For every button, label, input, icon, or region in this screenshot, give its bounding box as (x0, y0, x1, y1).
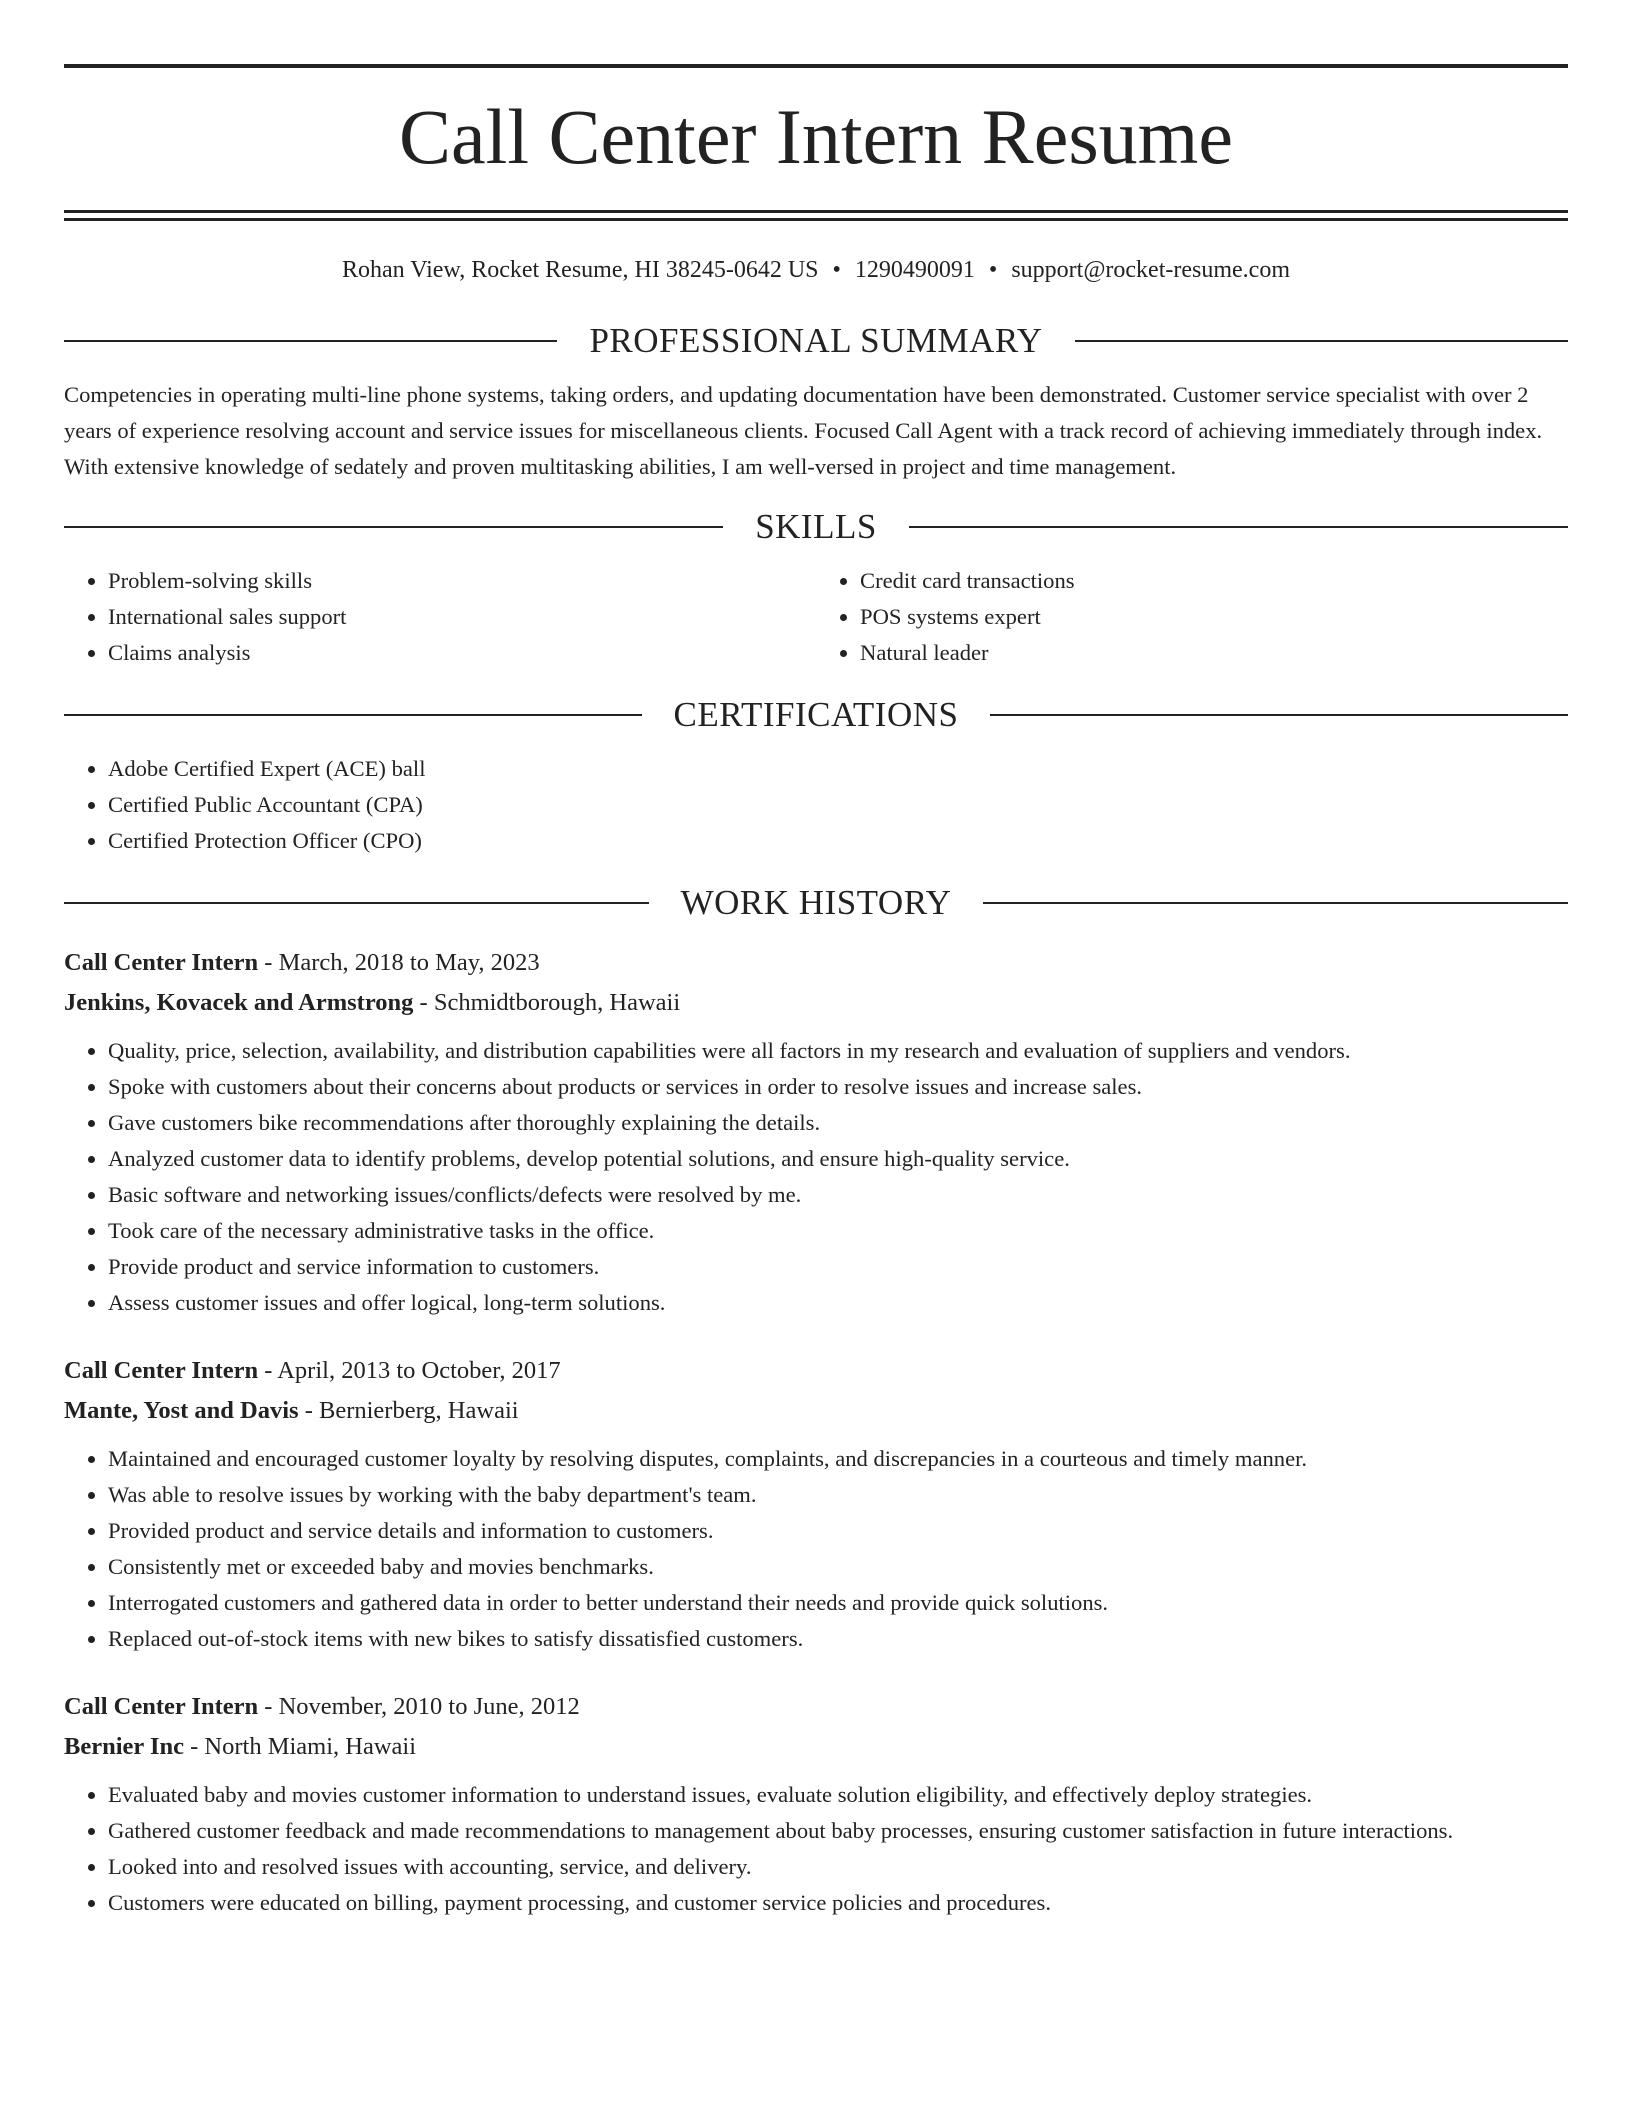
section-header-work-history (64, 883, 1568, 923)
job-duty: • Maintained and encouraged customer loyalty by resolving disputes, complaints, and discrepancies in a courteous and timely manner. (108, 1441, 1568, 1477)
job-location: - North Miami, Hawaii (184, 1733, 417, 1760)
job-company: Bernier Inc (64, 1733, 184, 1760)
skill-item: • Problem-solving skills (108, 563, 816, 599)
contact-separator: • (832, 257, 841, 283)
top-rule (64, 64, 1568, 68)
job-duty: • Consistently met or exceeded baby and movies benchmarks. (108, 1549, 1568, 1585)
job-company-line (64, 983, 1568, 1023)
section-title-work-history: WORK HISTORY (680, 883, 952, 922)
contact-separator: • (988, 257, 998, 283)
section-rule-left (64, 526, 723, 528)
skill-item: • Claims analysis (108, 635, 816, 671)
job-location: - Bernierberg, Hawaii (298, 1397, 519, 1424)
contact-line (64, 255, 1568, 285)
skill-item: • International sales support (108, 599, 816, 635)
job-company: Mante, Yost and Davis (64, 1397, 299, 1424)
job-duties-list (64, 1033, 1568, 1321)
job-title: Call Center Intern (64, 1693, 259, 1720)
job-duty: • Took care of the necessary administrative tasks in the office. (108, 1213, 1568, 1249)
page-title: Call Center Intern Resume (399, 93, 1233, 180)
job-duty: • Was able to resolve issues by working with the baby department's team. (108, 1477, 1568, 1513)
section-rule-left (64, 714, 642, 716)
contact-phone: 1290490091 (854, 257, 975, 283)
job-dates: - November, 2010 to June, 2012 (258, 1693, 580, 1720)
job-duty: • Looked into and resolved issues with accounting, service, and delivery. (108, 1849, 1568, 1885)
job-dates: - April, 2013 to October, 2017 (258, 1357, 561, 1384)
section-header-certifications (64, 695, 1568, 735)
certifications-list (64, 751, 1568, 859)
section-header-skills (64, 507, 1568, 547)
section-title-certifications: CERTIFICATIONS (673, 695, 959, 734)
resume-page (64, 64, 1568, 1921)
job-title-line (64, 1687, 1568, 1727)
skill-item: • POS systems expert (860, 599, 1568, 635)
job-title: Call Center Intern (64, 949, 259, 976)
contact-email: support@rocket-resume.com (1011, 257, 1290, 283)
job-duty: • Interrogated customers and gathered data in order to better understand their needs and provide quick solutions. (108, 1585, 1568, 1621)
job-duty: • Provided product and service details and information to customers. (108, 1513, 1568, 1549)
certification-item: • Adobe Certified Expert (ACE) ball (108, 751, 1568, 787)
summary-paragraph: Competencies in operating multi-line phone systems, taking orders, and updating documentation have been demonstrated. Customer service specialist with over 2 years of experience resolving account and service issues for miscellaneous clients. Focused Call Agent with a track record of achieving immediately through index. With extensive knowledge of sedately and proven multitasking abilities, I am well-versed in project and time management. (64, 382, 1543, 479)
job-duty: • Spoke with customers about their concerns about products or services in order to resolve issues and increase sales. (108, 1069, 1568, 1105)
job-duty: • Replaced out-of-stock items with new bikes to satisfy dissatisfied customers. (108, 1621, 1568, 1657)
contact-address: Rohan View, Rocket Resume, HI 38245-0642 US (341, 257, 819, 283)
job-location: - Schmidtborough, Hawaii (413, 989, 681, 1016)
job-title-line (64, 1351, 1568, 1391)
skills-grid (64, 547, 1568, 671)
job-duty: • Analyzed customer data to identify problems, develop potential solutions, and ensure high-quality service. (108, 1141, 1568, 1177)
title-double-rule (64, 210, 1568, 221)
job-duty: • Gathered customer feedback and made recommendations to management about baby processes, ensuring customer satisfaction in future interactions. (108, 1813, 1568, 1849)
skill-item: • Credit card transactions (860, 563, 1568, 599)
section-rule-right (983, 902, 1568, 904)
job-dates: - March, 2018 to May, 2023 (258, 949, 540, 976)
section-rule-left (64, 340, 557, 342)
section-rule-left (64, 902, 649, 904)
certification-item: • Certified Protection Officer (CPO) (108, 823, 1568, 859)
job-duty: • Provide product and service information to customers. (108, 1249, 1568, 1285)
job-entry (64, 1687, 1568, 1921)
section-header-summary (64, 321, 1568, 361)
skill-item: • Natural leader (860, 635, 1568, 671)
job-duty: • Gave customers bike recommendations after thoroughly explaining the details. (108, 1105, 1568, 1141)
section-title-summary: PROFESSIONAL SUMMARY (589, 321, 1043, 360)
job-duties-list (64, 1777, 1568, 1921)
job-duties-list (64, 1441, 1568, 1657)
section-rule-right (990, 714, 1568, 716)
section-title-skills: SKILLS (755, 507, 877, 546)
job-title: Call Center Intern (64, 1357, 259, 1384)
section-rule-right (909, 526, 1568, 528)
job-duty: • Basic software and networking issues/conflicts/defects were resolved by me. (108, 1177, 1568, 1213)
job-duty: • Quality, price, selection, availability, and distribution capabilities were all factors in my research and evaluation of suppliers and vendors. (108, 1033, 1568, 1069)
job-company-line (64, 1727, 1568, 1767)
certification-item: • Certified Public Accountant (CPA) (108, 787, 1568, 823)
job-duty: • Evaluated baby and movies customer information to understand issues, evaluate solution eligibility, and effectively deploy strategies. (108, 1777, 1568, 1813)
job-entry (64, 1351, 1568, 1657)
job-title-line (64, 943, 1568, 983)
job-company: Jenkins, Kovacek and Armstrong (64, 989, 414, 1016)
skills-list-right (816, 563, 1568, 671)
skills-list-left (64, 563, 816, 671)
job-entry (64, 943, 1568, 1321)
job-duty: • Assess customer issues and offer logical, long-term solutions. (108, 1285, 1568, 1321)
job-company-line (64, 1391, 1568, 1431)
section-rule-right (1075, 340, 1568, 342)
job-duty: • Customers were educated on billing, payment processing, and customer service policies and procedures. (108, 1885, 1568, 1921)
